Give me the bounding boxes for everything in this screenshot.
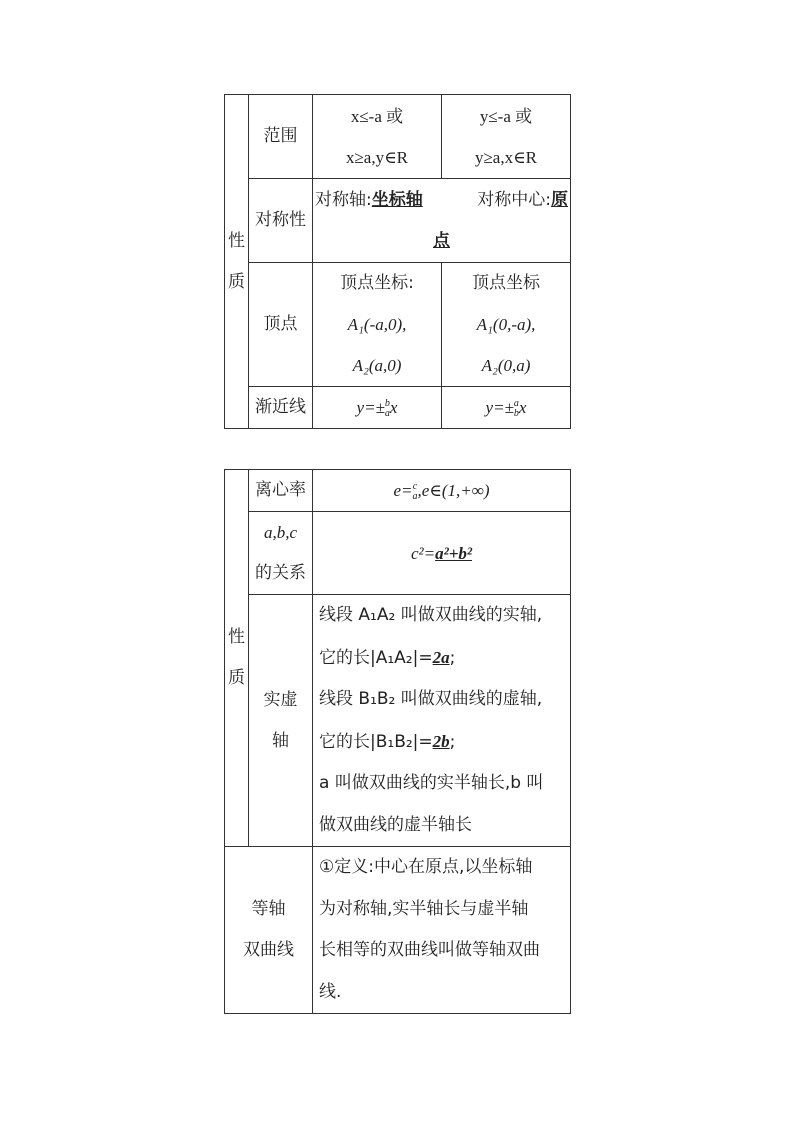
imaginary-axis-length: 2b — [432, 731, 450, 751]
eccentricity-num: c — [412, 481, 418, 493]
group-label-2: 性 质 — [225, 470, 249, 847]
vertex-v-a1: A₁(0,-a), — [476, 315, 536, 334]
asymptote-v-den: b — [513, 408, 519, 420]
equilateral-content — [313, 847, 571, 1014]
relation-formula: c²=a²+b² — [313, 512, 571, 595]
vertex-h-a1: A₁(-a,0), — [347, 315, 407, 334]
vertex-v-title: 顶点坐标 — [472, 273, 540, 293]
eccentricity-content: e= c a ,e∈(1,+∞) — [313, 470, 571, 512]
equilateral-line3: 长相等的双曲线叫做等轴双曲 — [319, 940, 540, 960]
group-label: 性 质 — [225, 95, 249, 429]
relation-label: a,b,c 的关系 — [249, 512, 313, 595]
properties-table-1 — [224, 94, 571, 429]
asymptote-horizontal: y=± b a x — [313, 387, 442, 429]
range-v-line1: y≤-a 或 — [479, 106, 533, 126]
eccentricity-den: a — [412, 491, 418, 503]
eccentricity-label: 离心率 — [249, 470, 313, 512]
equilateral-line1: ①定义:中心在原点,以坐标轴 — [319, 857, 533, 877]
asymptote-v-num: a — [513, 398, 519, 410]
axes-line6: 做双曲线的虚半轴长 — [319, 814, 472, 835]
symmetry-content — [313, 179, 571, 263]
properties-table-2 — [224, 469, 571, 1014]
symmetry-center-answer-1: 原 — [551, 189, 568, 210]
relation-answer: a²+b² — [435, 543, 472, 563]
vertex-label: 顶点 — [249, 263, 313, 387]
vertex-horizontal — [313, 263, 442, 387]
equilateral-label: 等轴 双曲线 — [225, 847, 313, 1014]
axes-line1: 线段 A₁A₂ 叫做双曲线的实轴, — [319, 605, 543, 625]
real-axis-length: 2a — [432, 647, 450, 667]
symmetry-axis: 对称轴:坐标轴 — [315, 189, 423, 210]
vertex-h-title: 顶点坐标: — [340, 273, 414, 293]
range-horizontal — [313, 95, 442, 179]
asymptote-label: 渐近线 — [249, 387, 313, 429]
symmetry-center-answer-2: 点 — [433, 230, 450, 251]
equilateral-line2: 为对称轴,实半轴长与虚半轴 — [319, 898, 529, 919]
range-label: 范围 — [249, 95, 313, 179]
asymptote-vertical: y=± a b x — [442, 387, 571, 429]
range-vertical — [442, 95, 571, 179]
axes-label: 实虚 轴 — [249, 595, 313, 847]
axes-content — [313, 595, 571, 847]
equilateral-line4: 线. — [319, 981, 342, 1002]
axes-line4: 它的长|B₁B₂|=2b; — [319, 731, 456, 752]
vertex-v-a2: A₂(0,a) — [481, 356, 531, 375]
symmetry-label: 对称性 — [249, 179, 313, 263]
vertex-vertical — [442, 263, 571, 387]
symmetry-axis-answer: 坐标轴 — [371, 189, 423, 210]
axes-line2: 它的长|A₁A₂|=2a; — [319, 647, 456, 668]
vertex-h-a2: A₂(a,0) — [352, 356, 402, 375]
range-h-line2: x≥a,y∈R — [345, 147, 409, 167]
asymptote-h-den: a — [384, 408, 390, 420]
symmetry-center: 对称中心:原 — [477, 189, 568, 210]
axes-line5: a 叫做双曲线的实半轴长,b 叫 — [319, 773, 544, 793]
axes-line3: 线段 B₁B₂ 叫做双曲线的虚轴, — [319, 689, 543, 709]
asymptote-h-num: b — [384, 398, 390, 410]
range-h-line1: x≤-a 或 — [350, 106, 404, 126]
range-v-line2: y≥a,x∈R — [474, 147, 538, 167]
